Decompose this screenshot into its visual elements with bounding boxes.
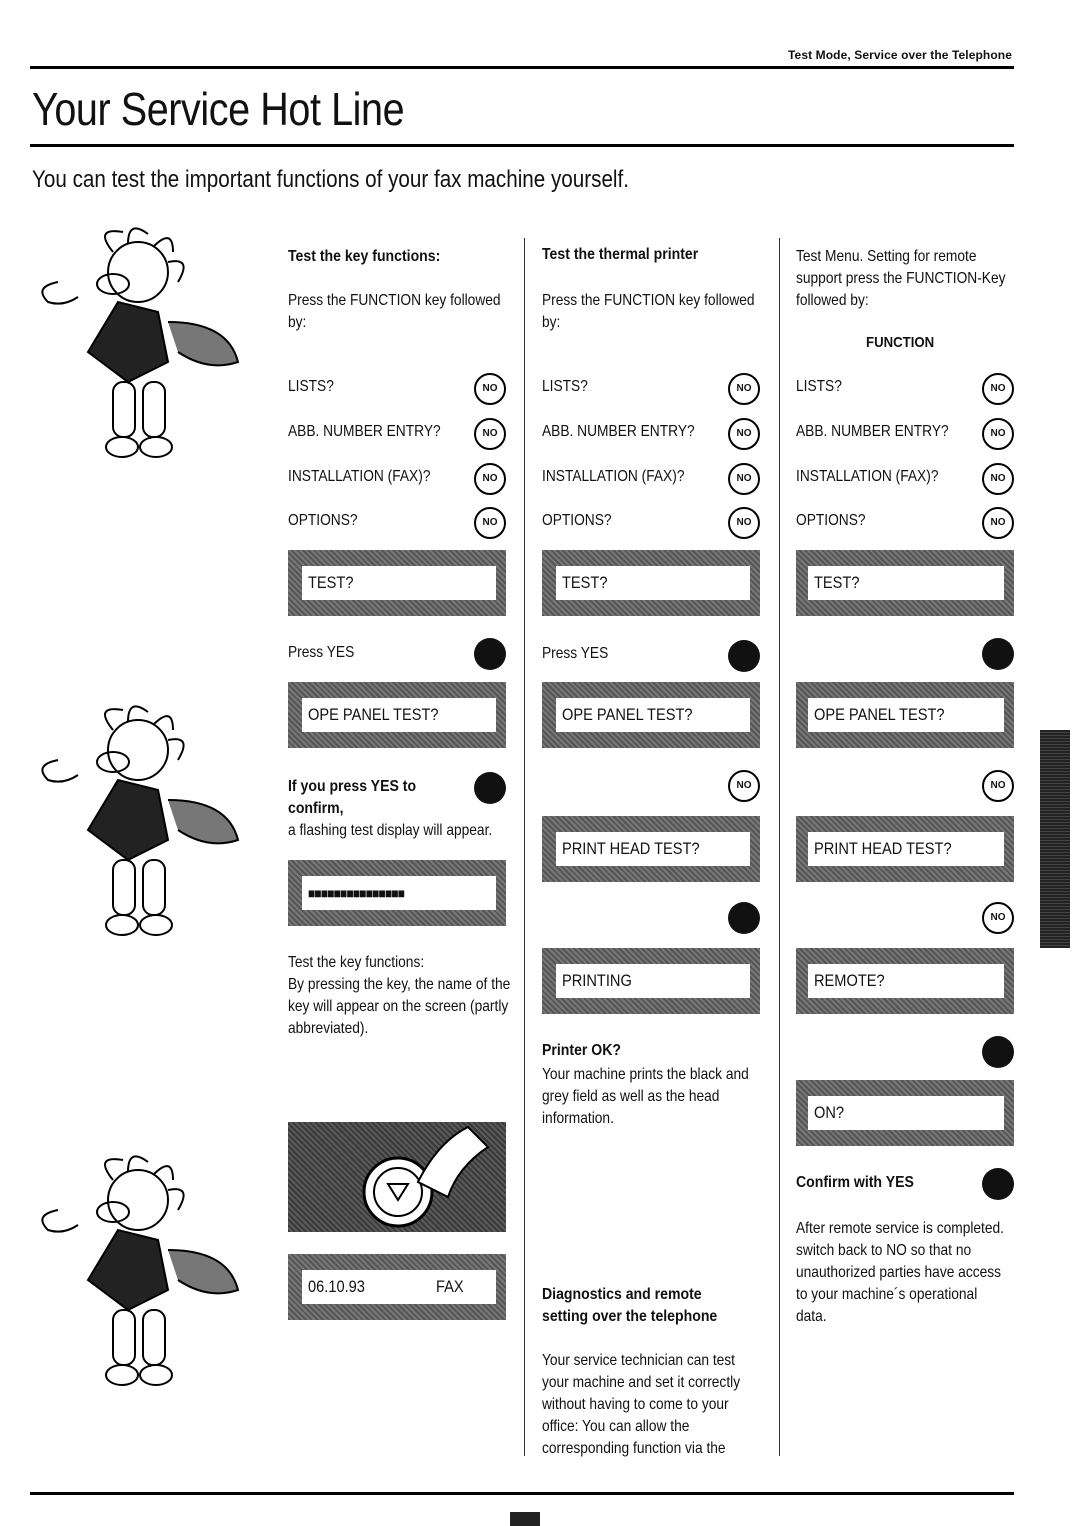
yes-key-icon	[982, 638, 1014, 670]
function-key-label: FUNCTION	[866, 334, 935, 351]
no-key-icon: NO	[982, 373, 1014, 405]
col1-display-flash	[288, 860, 506, 926]
page-title: Your Service Hot Line	[32, 83, 405, 135]
column-divider-1	[524, 238, 525, 1456]
col1-press-yes: Press YES	[288, 644, 355, 661]
col1-display-test	[288, 550, 506, 616]
no-key-icon: NO	[728, 373, 760, 405]
no-key-icon: NO	[474, 507, 506, 539]
col1-confirm-heading: If you press YES to confirm,	[288, 778, 417, 817]
col1-confirm-text: a flashing test display will appear.	[288, 822, 493, 839]
display-text: PRINT HEAD TEST?	[562, 839, 700, 858]
display-text: REMOTE?	[814, 971, 885, 990]
mascot-illustration-2	[18, 700, 268, 950]
header-rule-top	[30, 66, 1014, 69]
col1-display-date	[288, 1254, 506, 1320]
display-text: ON?	[814, 1103, 845, 1122]
col1-desc-title: Test the key functions:	[288, 954, 425, 971]
yes-key-icon	[728, 902, 760, 934]
yes-key-icon	[982, 1168, 1014, 1200]
col3-menu-options: OPTIONS?	[796, 512, 866, 529]
col2-diag-text: Your service technician can test your machine and set it correctly without having to come to your office: You can allow the corresponding function via the	[542, 1352, 741, 1457]
no-key-icon: NO	[982, 418, 1014, 450]
yes-key-press-illustration	[288, 1122, 506, 1232]
display-text: PRINT HEAD TEST?	[814, 839, 952, 858]
col2-heading: Test the thermal printer	[542, 246, 699, 263]
display-text: OPE PANEL TEST?	[562, 705, 693, 724]
no-key-icon: NO	[474, 418, 506, 450]
col2-diag-heading: Diagnostics and remote setting over the telephone	[542, 1286, 718, 1325]
col1-desc-text: By pressing the key, the name of the key will appear on the screen (partly abbreviated).	[288, 976, 511, 1037]
col3-display-on	[796, 1080, 1014, 1146]
col3-display-printhead	[796, 816, 1014, 882]
no-key-icon: NO	[474, 463, 506, 495]
mascot-illustration-1	[18, 222, 268, 472]
display-text: TEST?	[308, 573, 354, 592]
no-key-icon: NO	[982, 463, 1014, 495]
col2-menu-install: INSTALLATION (FAX)?	[542, 468, 685, 485]
col3-display-test	[796, 550, 1014, 616]
yes-key-icon	[728, 640, 760, 672]
col2-intro: Press the FUNCTION key followed by:	[542, 292, 755, 331]
column-divider-2	[779, 238, 780, 1456]
col2-menu-abb: ABB. NUMBER ENTRY?	[542, 423, 695, 440]
display-text: TEST?	[562, 573, 608, 592]
col3-intro: Test Menu. Setting for remote support press the FUNCTION-Key followed by:	[796, 248, 1006, 309]
col2-menu-lists: LISTS?	[542, 378, 588, 395]
col3-menu-abb: ABB. NUMBER ENTRY?	[796, 423, 949, 440]
col3-display-remote	[796, 948, 1014, 1014]
col2-printer-ok-heading: Printer OK?	[542, 1042, 622, 1059]
col1-menu-lists: LISTS?	[288, 378, 334, 395]
col2-display-printing	[542, 948, 760, 1014]
col1-heading: Test the key functions:	[288, 248, 441, 265]
col2-display-printhead	[542, 816, 760, 882]
col3-confirm-text: After remote service is completed. switch back to NO so that no unauthorized parties have access to your machine´s operational data.	[796, 1220, 1005, 1325]
yes-key-icon	[474, 638, 506, 670]
col1-display-ope	[288, 682, 506, 748]
display-text: OPE PANEL TEST?	[308, 705, 439, 724]
col3-menu-install: INSTALLATION (FAX)?	[796, 468, 939, 485]
no-key-icon: NO	[982, 507, 1014, 539]
display-fax: FAX	[435, 1277, 464, 1296]
display-text: PRINTING	[562, 971, 632, 990]
no-key-icon: NO	[982, 770, 1014, 802]
col2-display-test	[542, 550, 760, 616]
header-rule-bottom	[30, 144, 1014, 147]
col1-menu-options: OPTIONS?	[288, 512, 358, 529]
display-date: 06.10.93	[308, 1277, 365, 1296]
page-subtitle: You can test the important functions of your fax machine yourself.	[32, 166, 629, 193]
no-key-icon: NO	[982, 902, 1014, 934]
col2-menu-options: OPTIONS?	[542, 512, 612, 529]
yes-key-icon	[982, 1036, 1014, 1068]
no-key-icon: NO	[474, 373, 506, 405]
no-key-icon: NO	[728, 418, 760, 450]
key-press-photo	[288, 1122, 506, 1232]
display-text: TEST?	[814, 573, 860, 592]
chapter-tab	[1040, 730, 1070, 948]
col2-display-ope	[542, 682, 760, 748]
no-key-icon: NO	[728, 507, 760, 539]
col2-printer-ok-text: Your machine prints the black and grey field as well as the head information.	[542, 1066, 749, 1127]
col1-menu-abb: ABB. NUMBER ENTRY?	[288, 423, 441, 440]
col3-display-ope	[796, 682, 1014, 748]
col1-menu-install: INSTALLATION (FAX)?	[288, 468, 431, 485]
section-label: Test Mode, Service over the Telephone	[788, 48, 1012, 62]
col2-press-yes: Press YES	[542, 645, 609, 662]
page-number-tab	[510, 1512, 540, 1526]
mascot-illustration-3	[18, 1150, 268, 1400]
display-text: OPE PANEL TEST?	[814, 705, 945, 724]
display-text: ■■■■■■■■■■■■■■■	[308, 885, 405, 901]
yes-key-icon	[474, 772, 506, 804]
no-key-icon: NO	[728, 463, 760, 495]
col3-confirm-heading: Confirm with YES	[796, 1174, 914, 1191]
footer-rule	[30, 1492, 1014, 1495]
col1-intro: Press the FUNCTION key followed by:	[288, 292, 501, 331]
col3-menu-lists: LISTS?	[796, 378, 842, 395]
no-key-icon: NO	[728, 770, 760, 802]
